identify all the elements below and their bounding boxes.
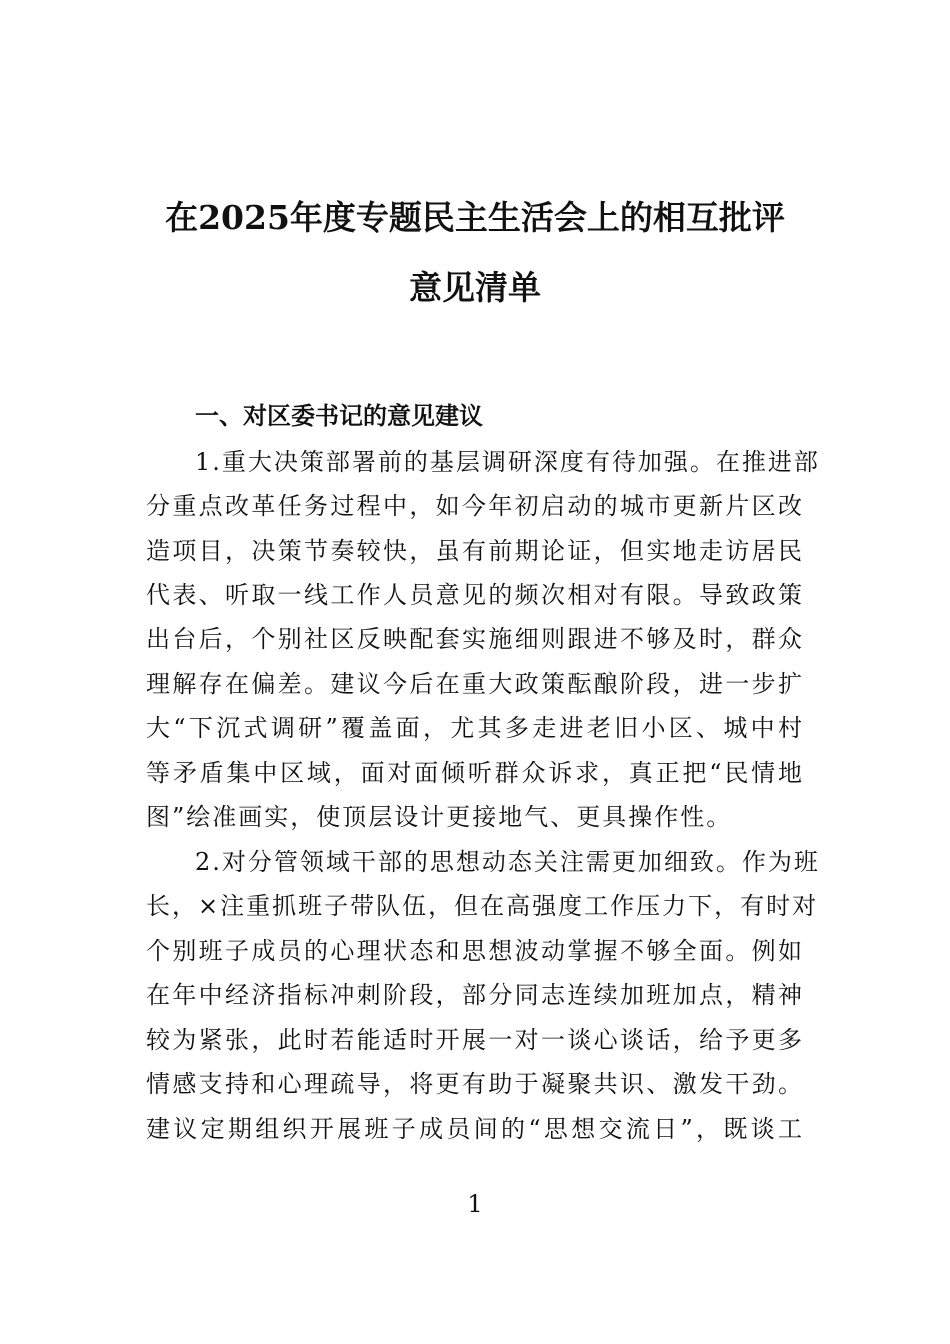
paragraph-line: 1.重大决策部署前的基层调研深度有待加强。在推进部 bbox=[195, 448, 820, 476]
paragraph-line: 代表、听取一线工作人员意见的频次相对有限。导致政策 bbox=[146, 581, 804, 609]
document-title-line-2: 意见清单 bbox=[409, 268, 541, 307]
paragraph-line: 出台后，个别社区反映配套实施细则跟进不够及时，群众 bbox=[146, 625, 804, 653]
section-heading: 一、对区委书记的意见建议 bbox=[195, 402, 483, 430]
paragraph-line: 较为紧张，此时若能适时开展一对一谈心谈话，给予更多 bbox=[146, 1026, 804, 1054]
paragraph-line: 长，×注重抓班子带队伍，但在高强度工作压力下，有时对 bbox=[146, 892, 819, 920]
paragraph-line: 2.对分管领域干部的思想动态关注需更加细致。作为班 bbox=[195, 848, 820, 876]
paragraph-line: 造项目，决策节奏较快，虽有前期论证，但实地走访居民 bbox=[146, 537, 804, 565]
document-title-line-1: 在2025年度专题民主生活会上的相互批评 bbox=[165, 198, 785, 237]
paragraph-line: 个别班子成员的心理状态和思想波动掌握不够全面。例如 bbox=[146, 937, 804, 965]
paragraph-line: 图”绘准画实，使顶层设计更接地气、更具操作性。 bbox=[146, 803, 733, 831]
paragraph-line: 在年中经济指标冲刺阶段，部分同志连续加班加点，精神 bbox=[146, 981, 804, 1009]
paragraph-line: 大“下沉式调研”覆盖面，尤其多走进老旧小区、城中村 bbox=[146, 714, 804, 742]
page-number: 1 bbox=[467, 1190, 483, 1218]
paragraph-line: 理解存在偏差。建议今后在重大政策酝酿阶段，进一步扩 bbox=[146, 670, 804, 698]
paragraph-line: 分重点改革任务过程中，如今年初启动的城市更新片区改 bbox=[146, 492, 804, 520]
paragraph-line: 情感支持和心理疏导，将更有助于凝聚共识、激发干劲。 bbox=[146, 1070, 804, 1098]
paragraph-line: 建议定期组织开展班子成员间的“思想交流日”，既谈工 bbox=[146, 1115, 804, 1143]
paragraph-line: 等矛盾集中区域，面对面倾听群众诉求，真正把“民情地 bbox=[146, 759, 804, 787]
